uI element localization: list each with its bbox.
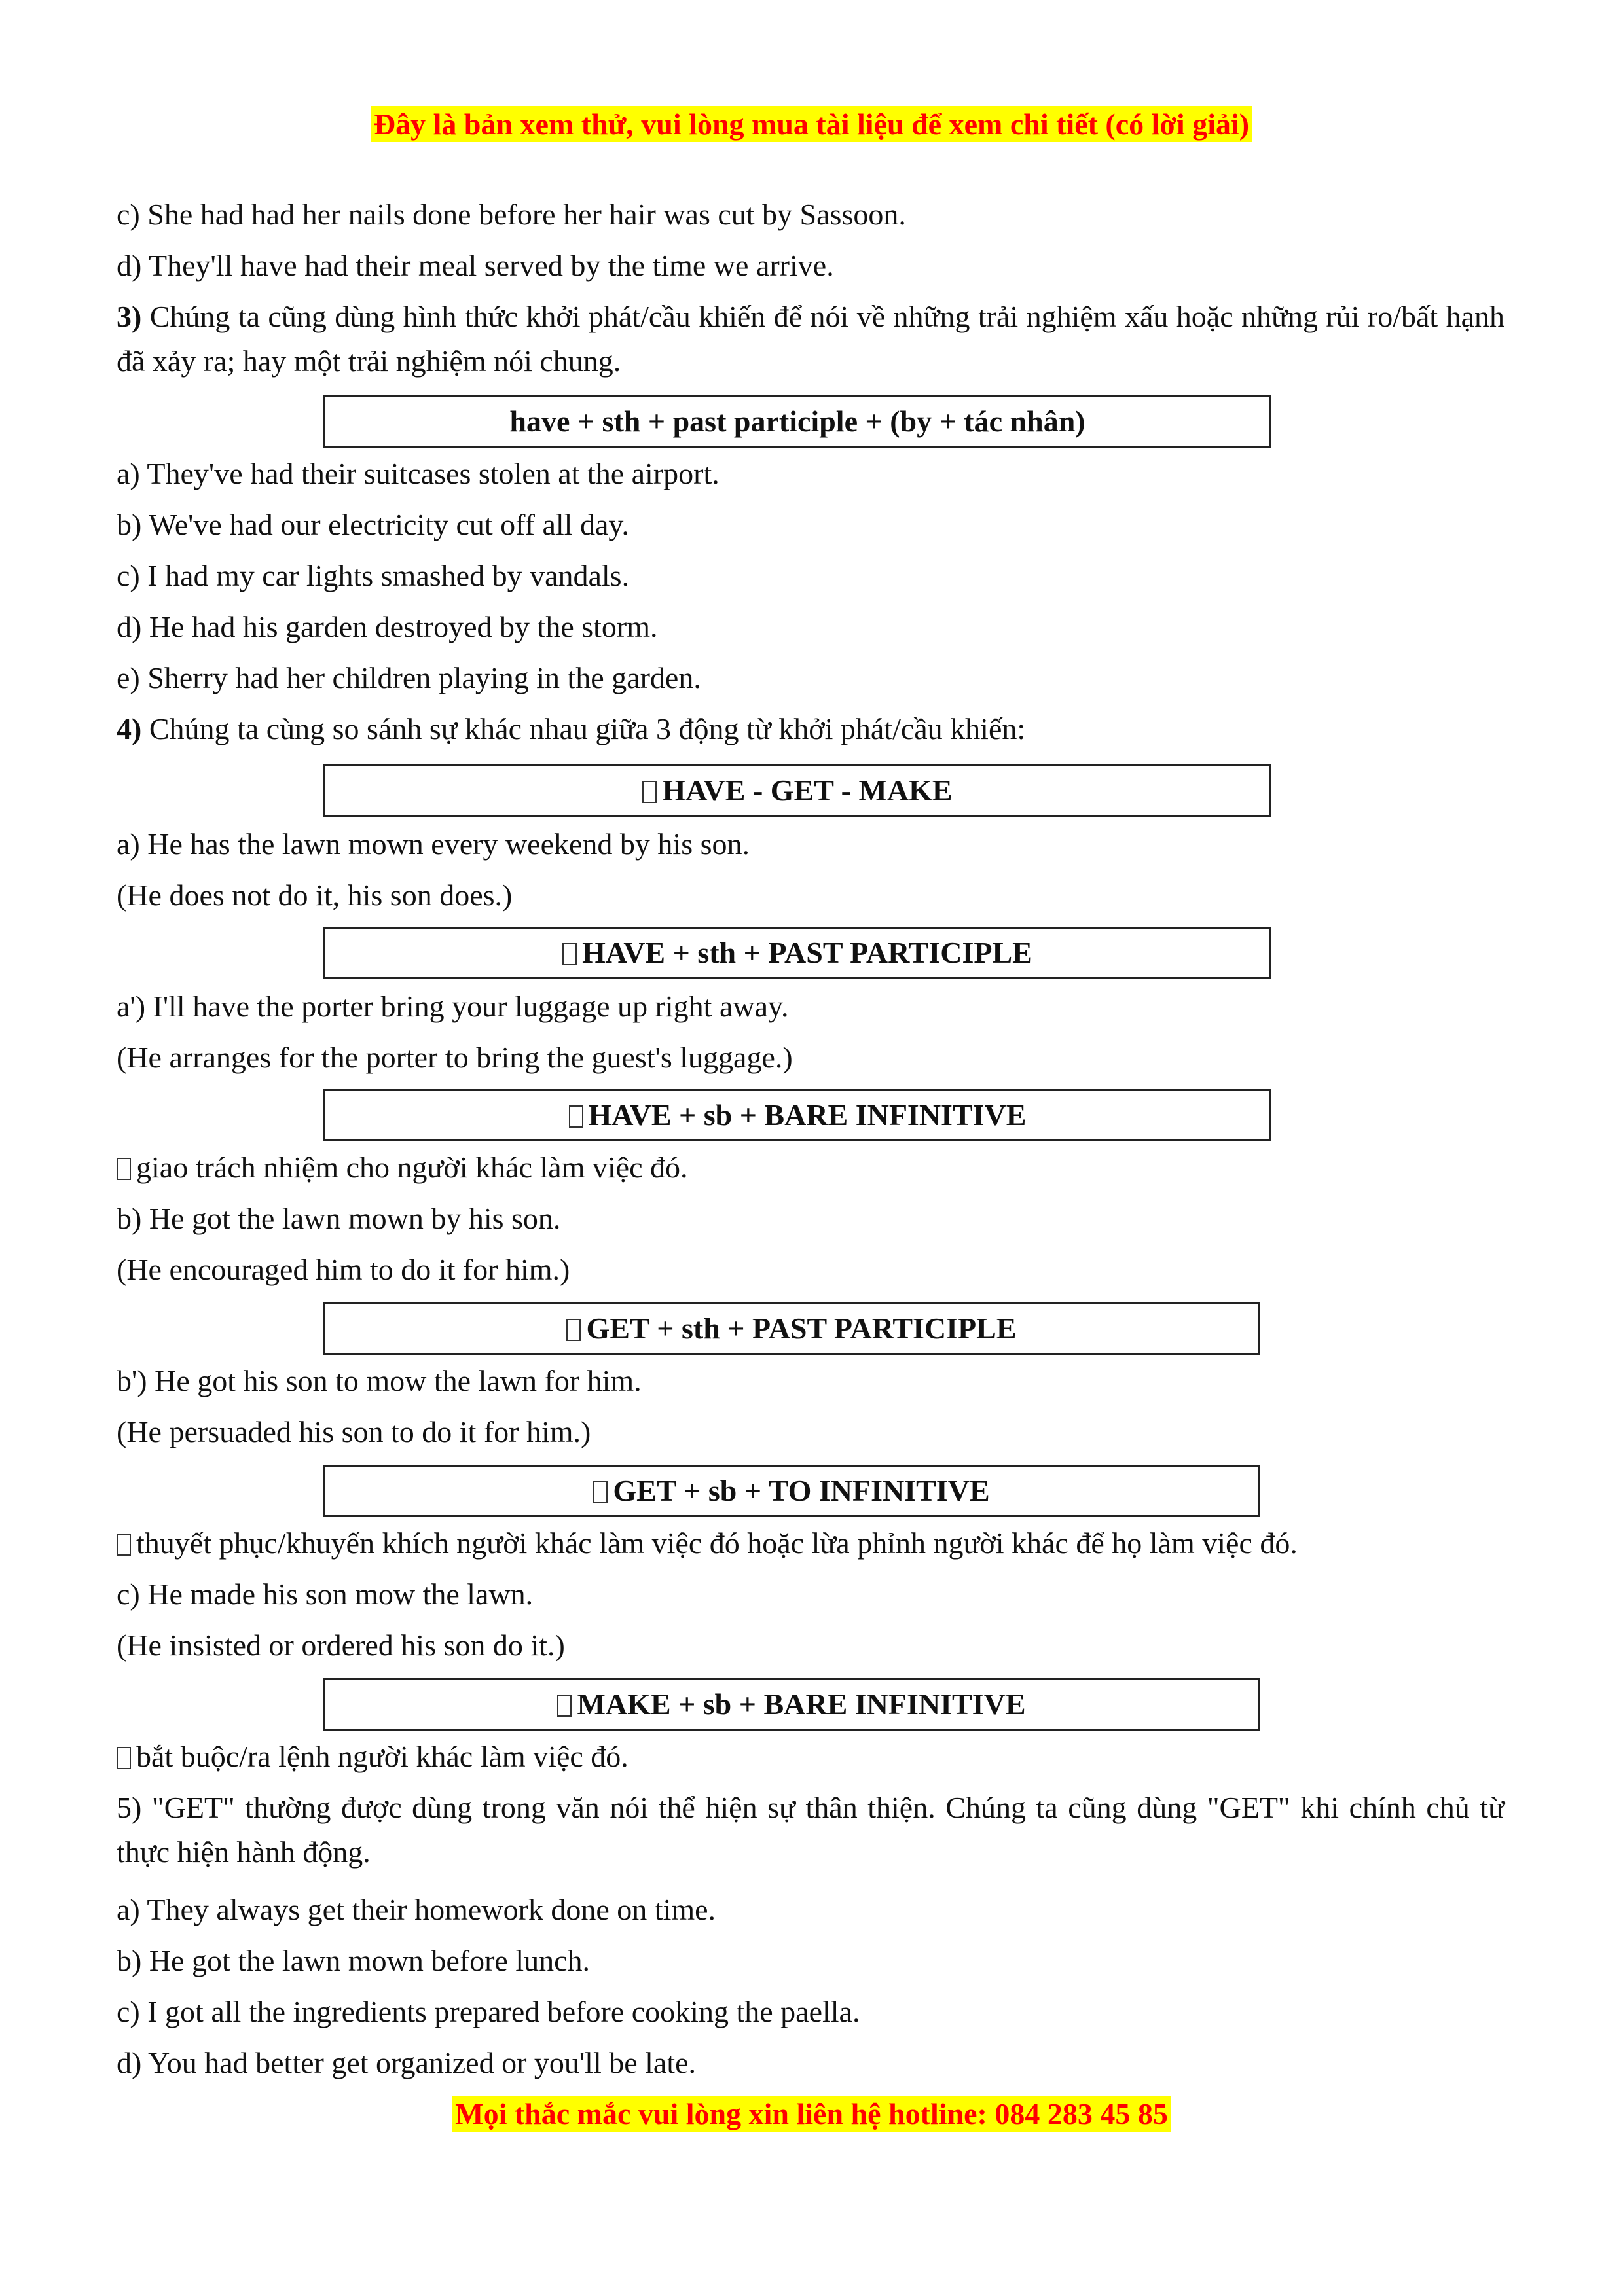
example-note: (He insisted or ordered his son do it.): [117, 1628, 565, 1662]
arrow-icon: [117, 1158, 131, 1180]
formula-box: [323, 1302, 1260, 1355]
formula-text: GET + sth + PAST PARTICIPLE: [586, 1312, 1017, 1345]
section-number: 3): [117, 300, 142, 333]
section-text: Chúng ta cũng dùng hình thức khởi phát/cầu khiến để nói về những trải nghiệm xấu hoặc những rủi ro/bất hạnh đã xảy ra; hay một trải nghiệm nói chung.: [117, 300, 1504, 378]
arrow-icon: [593, 1481, 608, 1503]
formula-box: have + sth + past participle + (by + tác nhân): [323, 395, 1271, 448]
example-note: (He does not do it, his son does.): [117, 878, 513, 912]
example-line: a) He has the lawn mown every weekend by his son.: [117, 827, 750, 861]
example-line: a) They've had their suitcases stolen at the airport.: [117, 457, 720, 490]
section-3-paragraph: [117, 295, 1504, 384]
hotline-notice: [0, 2094, 1623, 2134]
formula-text: HAVE + sb + BARE INFINITIVE: [588, 1098, 1027, 1132]
example-line: b) We've had our electricity cut off all day.: [117, 508, 629, 541]
example-line: e) Sherry had her children playing in the garden.: [117, 661, 701, 694]
example-line: a') I'll have the porter bring your luggage up right away.: [117, 990, 789, 1023]
formula-box: [323, 1678, 1260, 1731]
example-note: (He arranges for the porter to bring the guest's luggage.): [117, 1041, 793, 1074]
section-4-paragraph: [117, 707, 1504, 751]
section-number: 4): [117, 712, 142, 745]
example-line: c) I got all the ingredients prepared before cooking the paella.: [117, 1995, 860, 2028]
example-line: a) They always get their homework done on time.: [117, 1893, 716, 1926]
example-line: b') He got his son to mow the lawn for him.: [117, 1364, 642, 1397]
example-note: (He encouraged him to do it for him.): [117, 1253, 570, 1286]
section-text: Chúng ta cùng so sánh sự khác nhau giữa 3 động từ khởi phát/cầu khiến:: [149, 712, 1026, 745]
preview-notice: [0, 105, 1623, 144]
arrow-icon: [562, 943, 577, 965]
formula-box: [323, 1465, 1260, 1517]
section-5-paragraph: 5) "GET" thường được dùng trong văn nói thể hiện sự thân thiện. Chúng ta cũng dùng "GET" khi chính chủ từ thực hiện hành động.: [117, 1791, 1504, 1869]
arrow-icon: [117, 1747, 131, 1769]
formula-box: [323, 764, 1271, 817]
arrow-icon: [557, 1695, 572, 1717]
hotline-notice-text: Mọi thắc mắc vui lòng xin liên hệ hotline: 084 283 45 85: [452, 2096, 1171, 2132]
example-line: c) I had my car lights smashed by vandals.: [117, 559, 630, 592]
meaning-text: giao trách nhiệm cho người khác làm việc đó.: [136, 1151, 688, 1184]
formula-text: MAKE + sb + BARE INFINITIVE: [577, 1687, 1026, 1721]
example-line: b) He got the lawn mown before lunch.: [117, 1944, 591, 1977]
example-line: d) He had his garden destroyed by the storm.: [117, 610, 658, 643]
formula-box: [323, 927, 1271, 979]
arrow-icon: [569, 1105, 583, 1128]
formula-box: [323, 1089, 1271, 1141]
arrow-icon: [642, 781, 657, 803]
meaning-text: thuyết phục/khuyến khích người khác làm việc đó hoặc lừa phỉnh người khác để họ làm việc đó.: [136, 1526, 1298, 1560]
example-note: (He persuaded his son to do it for him.): [117, 1415, 591, 1448]
example-line: c) He made his son mow the lawn.: [117, 1577, 534, 1611]
example-line: c) She had had her nails done before her hair was cut by Sassoon.: [117, 198, 906, 231]
formula-text: GET + sb + TO INFINITIVE: [613, 1474, 990, 1507]
meaning-line: [117, 1521, 1504, 1566]
formula-text: HAVE + sth + PAST PARTICIPLE: [582, 936, 1032, 969]
example-line: d) They'll have had their meal served by the time we arrive.: [117, 249, 834, 282]
example-line: b) He got the lawn mown by his son.: [117, 1202, 561, 1235]
meaning-line: [117, 1145, 1504, 1190]
preview-notice-text: Đây là bản xem thử, vui lòng mua tài liệu để xem chi tiết (có lời giải): [371, 106, 1252, 142]
meaning-line: [117, 1734, 1504, 1779]
meaning-text: bắt buộc/ra lệnh người khác làm việc đó.: [136, 1740, 629, 1773]
arrow-icon: [117, 1534, 131, 1556]
formula-text: HAVE - GET - MAKE: [662, 774, 953, 807]
example-line: d) You had better get organized or you'll be late.: [117, 2046, 697, 2079]
arrow-icon: [566, 1319, 581, 1341]
